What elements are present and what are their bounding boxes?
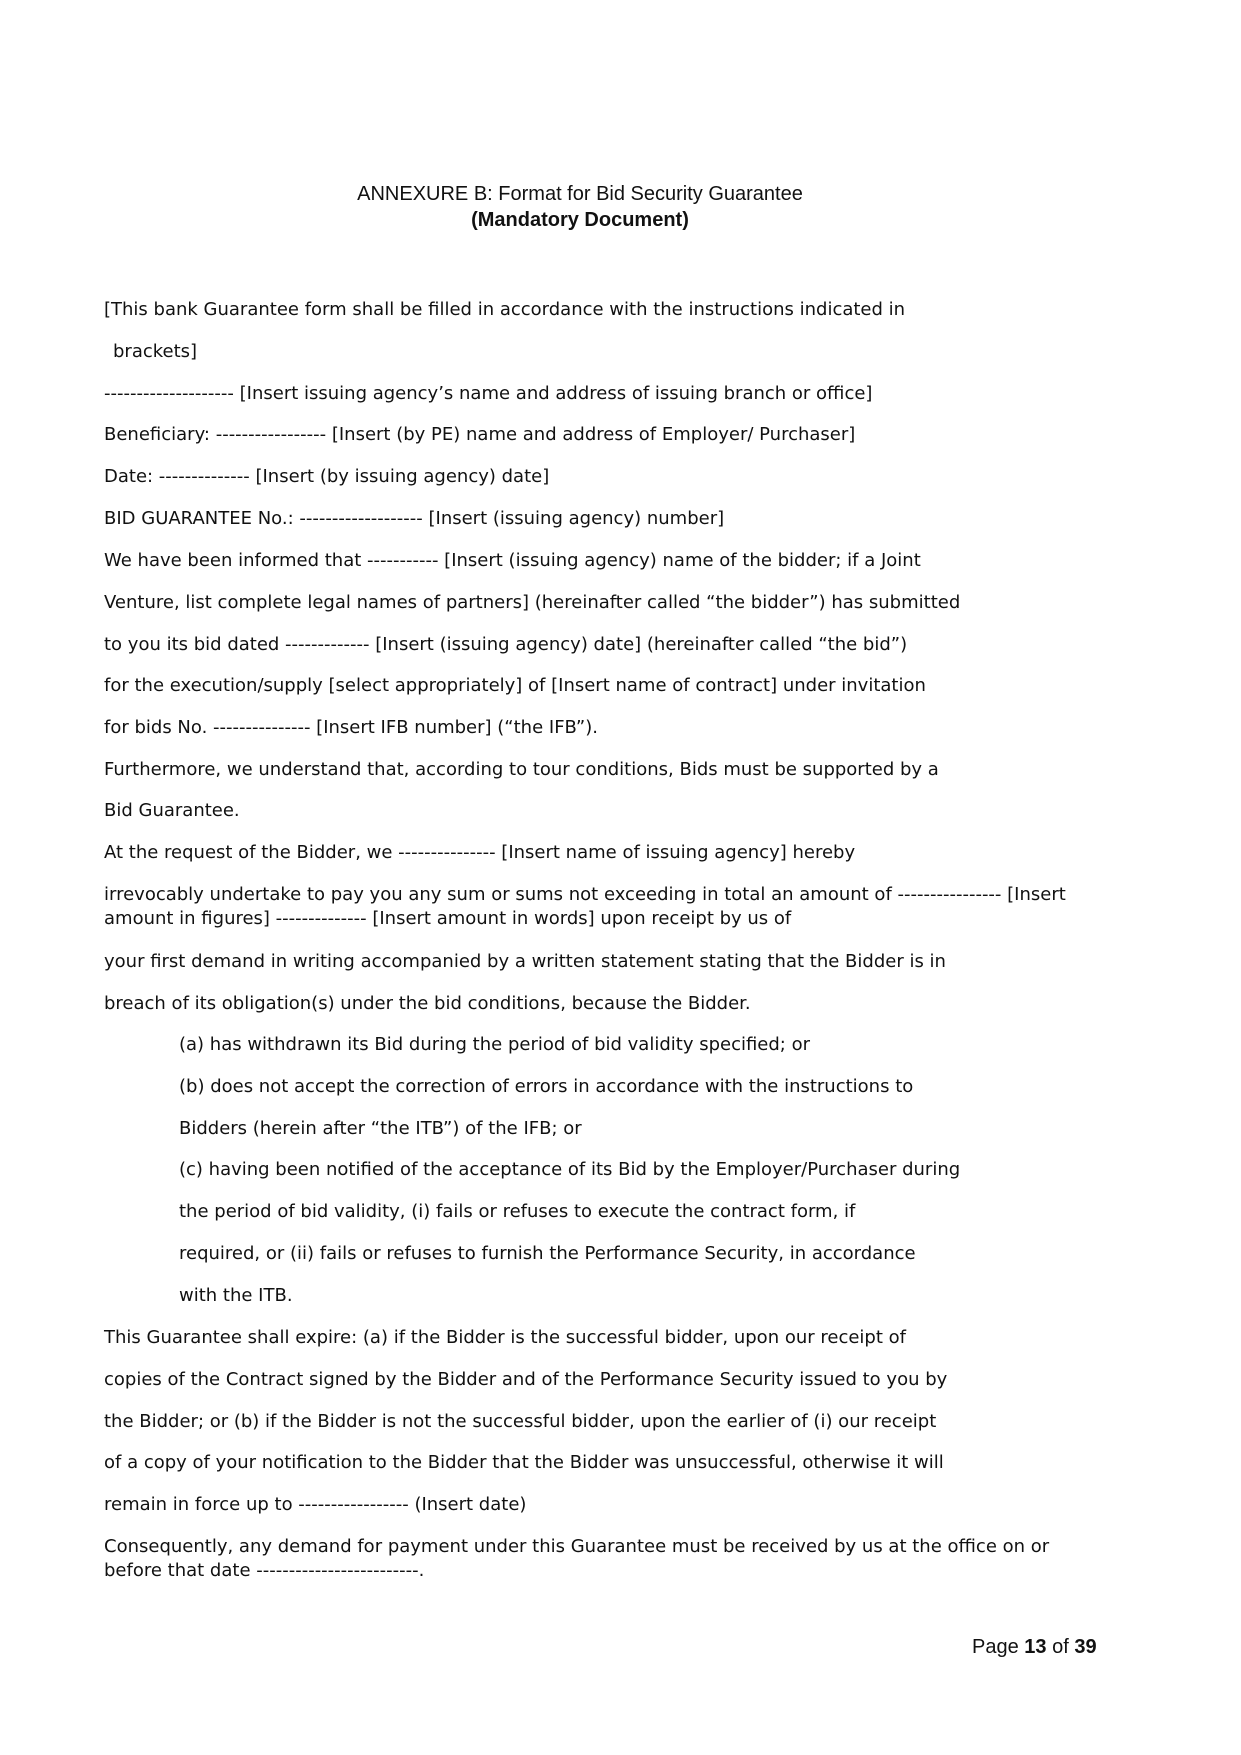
body-line: We have been informed that ----------- [Insert (issuing agency) name of the bidder; if a Joint bbox=[104, 550, 921, 571]
body-line: of a copy of your notification to the Bidder that the Bidder was unsuccessful, otherwise it will bbox=[104, 1452, 944, 1473]
body-line: remain in force up to ----------------- (Insert date) bbox=[104, 1494, 527, 1515]
body-line: your first demand in writing accompanied by a written statement stating that the Bidder is in bbox=[104, 951, 946, 972]
body-line: the Bidder; or (b) if the Bidder is not the successful bidder, upon the earlier of (i) our receipt bbox=[104, 1411, 937, 1432]
body-line: This Guarantee shall expire: (a) if the Bidder is the successful bidder, upon our receipt of bbox=[104, 1327, 906, 1348]
body-line: At the request of the Bidder, we --------------- [Insert name of issuing agency] hereby bbox=[104, 842, 856, 863]
document-title: ANNEXURE B: Format for Bid Security Guarantee bbox=[357, 183, 803, 205]
body-line: brackets] bbox=[113, 341, 198, 362]
body-line: for the execution/supply [select appropriately] of [Insert name of contract] under invitation bbox=[104, 675, 926, 696]
document-subtitle: (Mandatory Document) bbox=[471, 209, 689, 231]
body-line: Furthermore, we understand that, according to tour conditions, Bids must be supported by a bbox=[104, 759, 939, 780]
body-line: for bids No. --------------- [Insert IFB number] (“the IFB”). bbox=[104, 717, 598, 738]
list-item: (b) does not accept the correction of errors in accordance with the instructions to bbox=[179, 1076, 914, 1097]
list-item: the period of bid validity, (i) fails or refuses to execute the contract form, if bbox=[179, 1201, 856, 1222]
body-line: Date: -------------- [Insert (by issuing agency) date] bbox=[104, 466, 550, 487]
body-paragraph: irrevocably undertake to pay you any sum or sums not exceeding in total an amount of ---------------- [Insert amount in figures] -------------- [Insert amount in words] upon receipt by us of bbox=[104, 884, 1066, 929]
body-line: copies of the Contract signed by the Bidder and of the Performance Security issued to you by bbox=[104, 1369, 948, 1390]
body-line: Beneficiary: ----------------- [Insert (by PE) name and address of Employer/ Purchaser] bbox=[104, 424, 856, 445]
page-total: 39 bbox=[1074, 1636, 1097, 1658]
list-item: Bidders (herein after “the ITB”) of the IFB; or bbox=[179, 1118, 582, 1139]
list-item: (c) having been notified of the acceptance of its Bid by the Employer/Purchaser during bbox=[179, 1159, 961, 1180]
page-word: Page bbox=[972, 1636, 1019, 1658]
of-word: of bbox=[1052, 1636, 1069, 1658]
body-paragraph: Consequently, any demand for payment under this Guarantee must be received by us at the office on or before that date -------------------------. bbox=[104, 1536, 1050, 1581]
body-line: to you its bid dated ------------- [Insert (issuing agency) date] (hereinafter called “the bid”) bbox=[104, 634, 908, 655]
list-item: (a) has withdrawn its Bid during the period of bid validity specified; or bbox=[179, 1034, 811, 1055]
body-line: Venture, list complete legal names of partners] (hereinafter called “the bidder”) has submitted bbox=[104, 592, 961, 613]
body-line: BID GUARANTEE No.: ------------------- [Insert (issuing agency) number] bbox=[104, 508, 725, 529]
body-line: breach of its obligation(s) under the bid conditions, because the Bidder. bbox=[104, 993, 751, 1014]
page-current: 13 bbox=[1024, 1636, 1047, 1658]
body-line: Bid Guarantee. bbox=[104, 800, 240, 821]
page-number bbox=[972, 1636, 1097, 1659]
list-item: with the ITB. bbox=[179, 1285, 293, 1306]
body-line: [This bank Guarantee form shall be filled in accordance with the instructions indicated in bbox=[104, 299, 906, 320]
list-item: required, or (ii) fails or refuses to furnish the Performance Security, in accordance bbox=[179, 1243, 916, 1264]
body-line: -------------------- [Insert issuing agency’s name and address of issuing branch or office] bbox=[104, 383, 873, 404]
